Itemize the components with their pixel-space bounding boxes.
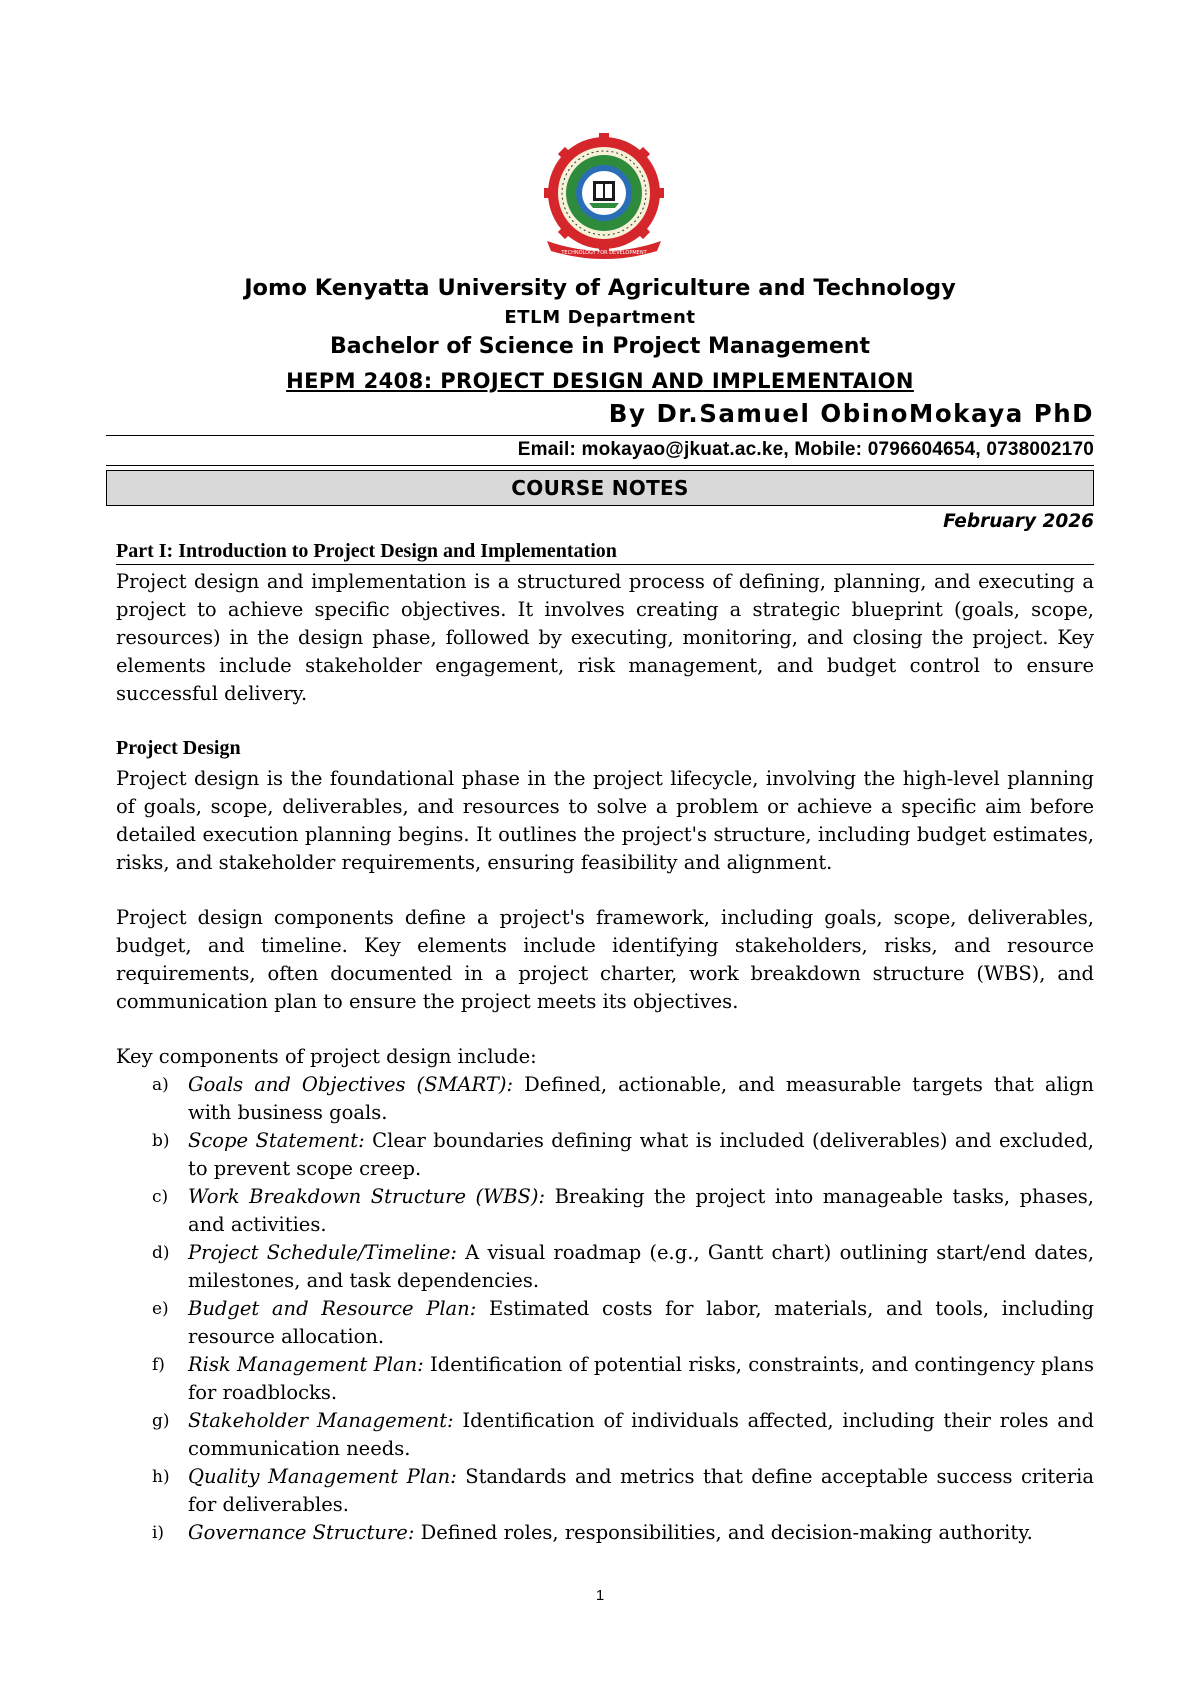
list-item-text: Identification of potential risks, constraints, and contingency plans for roadblocks. (188, 1353, 1094, 1404)
list-item (116, 1463, 1094, 1519)
list-item-text: Estimated costs for labor, materials, and tools, including resource allocation. (188, 1297, 1095, 1348)
list-item (116, 1183, 1094, 1239)
author-line: By Dr.Samuel ObinoMokaya PhD (608, 399, 1094, 428)
list-item-text: Clear boundaries defining what is included (deliverables) and excluded, to prevent scope creep. (188, 1129, 1094, 1180)
list-item (116, 1071, 1094, 1127)
part-one-heading: Part I: Introduction to Project Design and Implementation (116, 540, 1094, 565)
list-item-text: A visual roadmap (e.g., Gantt chart) outlining start/end dates, milestones, and task dependencies. (188, 1241, 1095, 1292)
list-item-term: Risk Management Plan: (188, 1353, 424, 1376)
project-design-paragraph-1: Project design is the foundational phase in the project lifecycle, involving the high-level planning of goals, scope, deliverables, and resources to solve a problem or achieve a specific aim before detailed execution planning begins. It outlines the project's structure, including budget estimates, risks, and stakeholder requirements, ensuring feasibility and alignment. (116, 767, 1094, 874)
project-design-paragraph-2: Project design components define a project's framework, including goals, scope, deliverables, budget, and timeline. Key elements include identifying stakeholders, risks, and resource requirements, often documented in a project charter, work breakdown structure (WBS), and communication plan to ensure the project meets its objectives. (116, 906, 1094, 1013)
list-item-term: Project Schedule/Timeline: (188, 1241, 457, 1264)
department-name: ETLM Department (504, 307, 696, 328)
list-item-text: Breaking the project into manageable tasks, phases, and activities. (188, 1185, 1094, 1236)
list-item-term: Stakeholder Management: (188, 1409, 454, 1432)
project-design-heading: Project Design (116, 737, 241, 759)
part-one-paragraph: Project design and implementation is a structured process of defining, planning, and executing a project to achieve specific objectives. It involves creating a strategic blueprint (goals, scope, resources) in the design phase, followed by executing, monitoring, and closing the project. Key elements include stakeholder engagement, risk management, and budget control to ensure successful delivery. (116, 570, 1094, 705)
components-list (116, 1071, 1094, 1547)
contact-line: Email: mokayao@jkuat.ac.ke, Mobile: 0796604654, 0738002170 (517, 439, 1094, 460)
header-divider (106, 435, 1094, 436)
list-item-term: Scope Statement: (188, 1129, 365, 1152)
list-item-term: Goals and Objectives (SMART): (188, 1073, 514, 1096)
list-item-text: Standards and metrics that define acceptable success criteria for deliverables. (188, 1465, 1094, 1516)
list-item (116, 1519, 1094, 1547)
list-item (116, 1407, 1094, 1463)
list-item-term: Budget and Resource Plan: (188, 1297, 477, 1320)
list-item-label: d) (152, 1243, 170, 1263)
course-notes-banner: COURSE NOTES (106, 470, 1094, 506)
document-date: February 2026 (943, 511, 1094, 532)
list-item-label: f) (152, 1355, 165, 1375)
list-item (116, 1239, 1094, 1295)
list-item-text: Defined, actionable, and measurable targets that align with business goals. (188, 1073, 1094, 1124)
university-logo (537, 133, 671, 263)
list-item-label: i) (152, 1523, 165, 1543)
list-item-label: h) (152, 1467, 170, 1487)
list-item-term: Work Breakdown Structure (WBS): (188, 1185, 546, 1208)
list-item-label: b) (152, 1131, 170, 1151)
university-name: Jomo Kenyatta University of Agriculture and Technology (244, 275, 956, 301)
contact-divider (106, 465, 1094, 466)
programme-name: Bachelor of Science in Project Management (330, 334, 870, 359)
list-item-term: Governance Structure: (188, 1521, 415, 1544)
list-item-term: Quality Management Plan: (188, 1465, 457, 1488)
course-title: HEPM 2408: PROJECT DESIGN AND IMPLEMENTAION (286, 369, 914, 393)
page-number: 1 (595, 1587, 605, 1604)
list-item-label: a) (152, 1075, 169, 1095)
list-item (116, 1127, 1094, 1183)
list-item (116, 1351, 1094, 1407)
logo-motto: TECHNOLOGY FOR DEVELOPMENT (561, 250, 647, 256)
components-intro: Key components of project design include: (116, 1045, 537, 1068)
list-item-text: Identification of individuals affected, including their roles and communication needs. (188, 1409, 1094, 1460)
list-item (116, 1295, 1094, 1351)
list-item-text: Defined roles, responsibilities, and decision-making authority. (414, 1521, 1033, 1544)
list-item-label: g) (152, 1411, 170, 1431)
list-item-label: e) (152, 1299, 169, 1319)
list-item-label: c) (152, 1187, 169, 1207)
